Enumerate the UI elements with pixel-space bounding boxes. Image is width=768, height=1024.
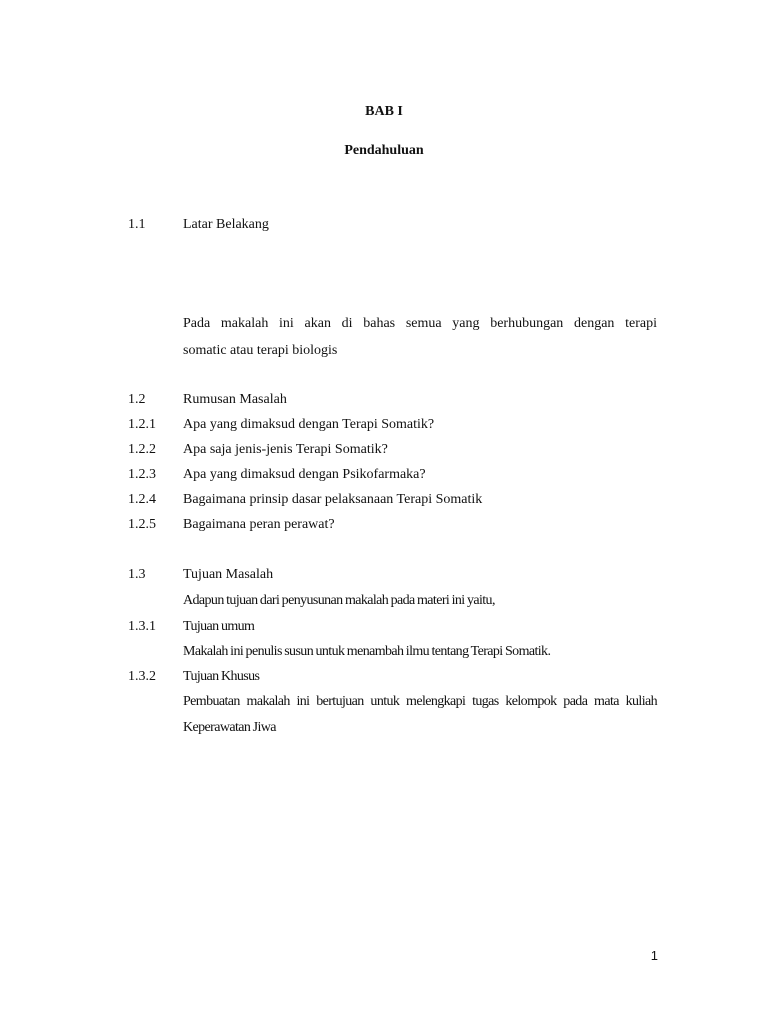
paragraph-line: Adapun tujuan dari penyusunan makalah pada materi ini yaitu,: [183, 593, 495, 608]
subsection-heading: Tujuan umum: [183, 619, 255, 634]
list-item: Bagaimana peran perawat?: [183, 517, 335, 532]
paragraph-line: Makalah ini penulis susun untuk menambah ilmu tentang Terapi Somatik.: [183, 644, 551, 659]
list-item: Apa yang dimaksud dengan Terapi Somatik?: [183, 417, 435, 432]
page-number: 1: [650, 948, 658, 963]
paragraph-line: Pembuatan makalah ini bertujuan untuk melengkapi tugas kelompok pada mata kuliah: [183, 694, 657, 709]
chapter-subtitle: Pendahuluan: [344, 143, 424, 158]
section-number: 1.1: [128, 217, 146, 232]
section-heading: Tujuan Masalah: [183, 567, 274, 582]
subsection-number: 1.3.1: [128, 619, 156, 634]
chapter-title: BAB I: [365, 104, 403, 119]
paragraph-line: Keperawatan Jiwa: [183, 720, 276, 735]
section-heading: Rumusan Masalah: [183, 392, 287, 407]
list-item-number: 1.2.5: [128, 517, 156, 532]
list-item-number: 1.2.1: [128, 417, 156, 432]
section-number: 1.2: [128, 392, 146, 407]
list-item: Apa saja jenis-jenis Terapi Somatik?: [183, 442, 388, 457]
paragraph-line: somatic atau terapi biologis: [183, 343, 338, 358]
section-heading: Latar Belakang: [183, 217, 269, 232]
list-item-number: 1.2.3: [128, 467, 156, 482]
list-item-number: 1.2.2: [128, 442, 156, 457]
section-number: 1.3: [128, 567, 146, 582]
subsection-heading: Tujuan Khusus: [183, 669, 260, 684]
paragraph-line: Pada makalah ini akan di bahas semua yang berhubungan dengan terapi: [183, 316, 657, 331]
list-item: Bagaimana prinsip dasar pelaksanaan Terapi Somatik: [183, 492, 483, 507]
list-item: Apa yang dimaksud dengan Psikofarmaka?: [183, 467, 426, 482]
subsection-number: 1.3.2: [128, 669, 156, 684]
list-item-number: 1.2.4: [128, 492, 156, 507]
